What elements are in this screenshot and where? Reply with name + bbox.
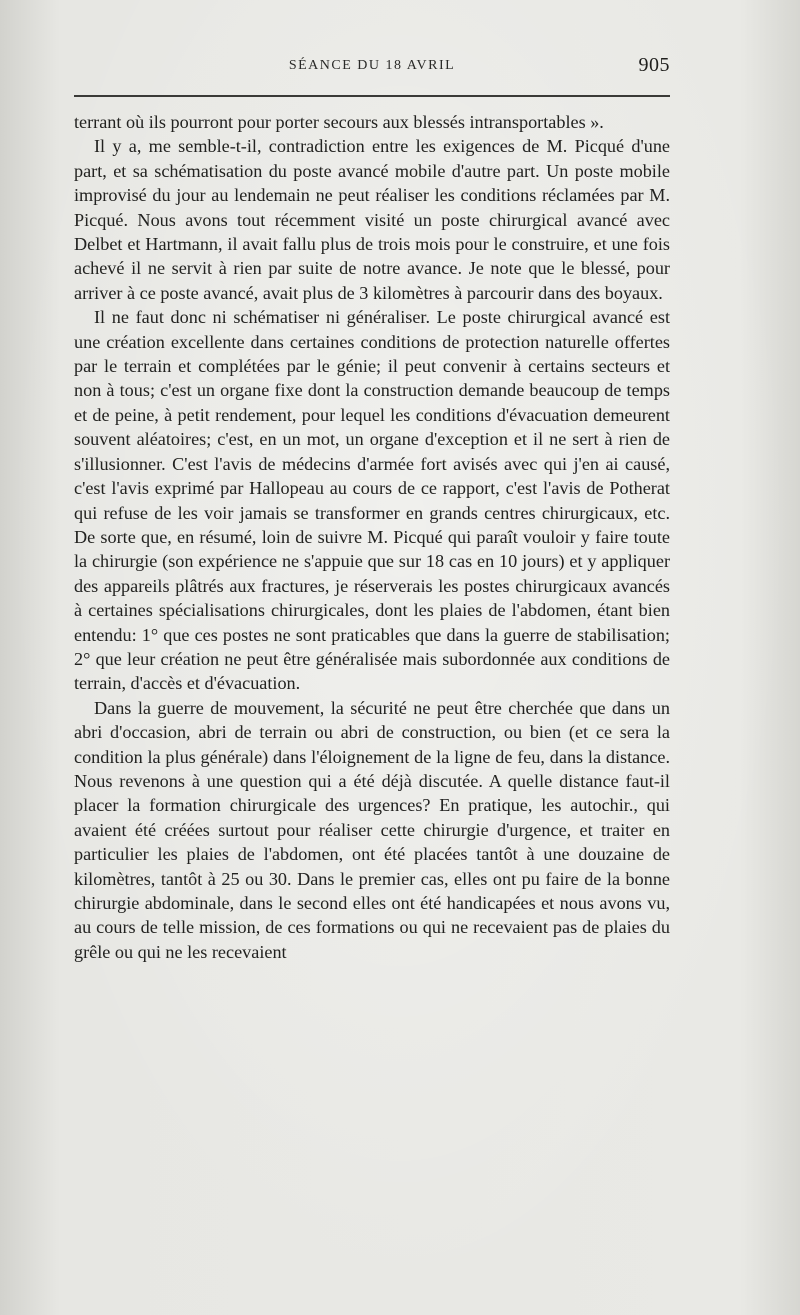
paragraph: Il y a, me semble-t-il, contradiction entre les exigences de M. Picqué d'une part, et sa schématisation du poste avancé mobile d'autre part. Un poste mobile improvisé du jour au lendemain ne peut réaliser les conditions réclamées par M. Picqué. Nous avons tout récemment visité un poste chirurgical avancé avec Delbet et Hartmann, il avait fallu plus de trois mois pour le construire, et une fois achevé il ne servit à rien par suite de notre avance. Je note que le blessé, pour arriver à ce poste avancé, avait plus de 3 kilomètres à parcourir dans des boyaux. bbox=[74, 136, 670, 303]
header-rule bbox=[74, 95, 670, 97]
body-text bbox=[74, 110, 670, 964]
paragraph: Il ne faut donc ni schématiser ni généraliser. Le poste chirurgical avancé est une création excellente dans certaines conditions de protection naturelle offertes par le terrain et complétées par le génie; il peut convenir à certains secteurs et non à tous; c'est un organe fixe dont la construction demande beaucoup de temps et de peine, à petit rendement, pour lequel les conditions d'évacuation demeurent souvent aléatoires; c'est, en un mot, un organe d'exception et il ne sert à rien de s'illusionner. C'est l'avis de médecins d'armée fort avisés avec qui j'en ai causé, c'est l'avis exprimé par Hallopeau au cours de ce rapport, c'est l'avis de Potherat qui refuse de les voir jamais se transformer en grands centres chirurgicaux, etc. De sorte que, en résumé, loin de suivre M. Picqué qui paraît vouloir y faire toute la chirurgie (son expérience ne s'appuie que sur 18 cas en 10 jours) et y appliquer des appareils plâtrés aux fractures, je réserverais les postes chirurgicaux avancés à certaines spécialisations chirurgicales, dont les plaies de l'abdomen, étant bien entendu: 1° que ces postes ne sont praticables que dans la guerre de stabilisation; 2° que leur création ne peut être généralisée mais subordonnée aux conditions de terrain, d'accès et d'évacuation. bbox=[74, 307, 670, 694]
paragraph-continuation: terrant où ils pourront pour porter secours aux blessés intransportables ». bbox=[74, 112, 604, 132]
running-head bbox=[74, 52, 670, 80]
paragraph: Dans la guerre de mouvement, la sécurité ne peut être cherchée que dans un abri d'occasion, abri de terrain ou abri de construction, ou bien (et ce sera la condition la plus générale) dans l'éloignement de la ligne de feu, dans la distance. Nous revenons à une question qui a été déjà discutée. A quelle distance faut-il placer la formation chirurgicale des urgences? En pratique, les autochir., qui avaient été créées surtout pour réaliser cette chirurgie d'urgence, et traiter en particulier les plaies de l'abdomen, ont été placées tantôt à une douzaine de kilomètres, tantôt à 25 ou 30. Dans le premier cas, elles ont pu faire de la bonne chirurgie abdominale, dans le second elles ont été handicapées et nous avons vu, au cours de telle mission, de ces formations ou qui ne recevaient pas de plaies du grêle ou qui ne les recevaient bbox=[74, 697, 670, 962]
page-number: 905 bbox=[638, 54, 670, 76]
running-title: SÉANCE DU 18 AVRIL bbox=[288, 58, 456, 73]
